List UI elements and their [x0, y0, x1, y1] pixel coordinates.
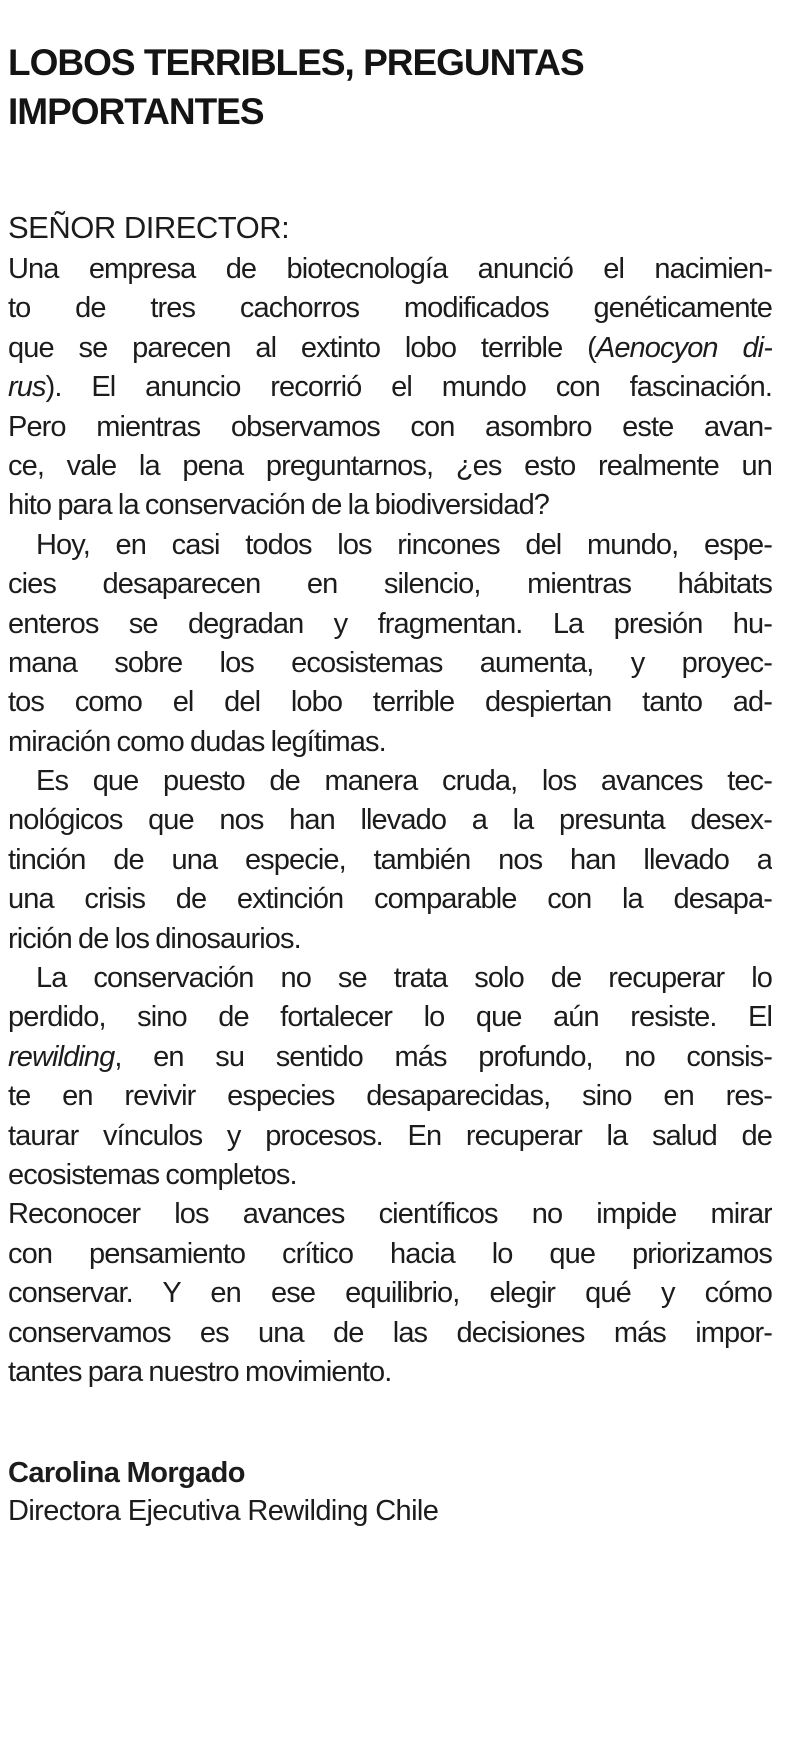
- body-line: ecosistemas completos.: [8, 1158, 297, 1191]
- body-line: cies desaparecen en silencio, mientras hábitats: [8, 568, 772, 601]
- body-line: tos como el del lobo terrible despiertan tanto ad-: [8, 686, 772, 719]
- body-line: Pero mientras observamos con asombro este avan-: [8, 410, 772, 443]
- signer-name: Carolina Morgado: [8, 1457, 245, 1490]
- headline-line: LOBOS TERRIBLES, PREGUNTAS: [8, 42, 584, 83]
- body-line: rewilding, en su sentido más profundo, no consis-: [8, 1040, 772, 1073]
- body-line: Es que puesto de manera cruda, los avances tec-: [36, 765, 772, 798]
- body-line: rición de los dinosaurios.: [8, 922, 301, 955]
- body-line: tinción de una especie, también nos han llevado a: [8, 843, 772, 876]
- body-line: Una empresa de biotecnología anunció el nacimien-: [8, 253, 772, 285]
- body-line: La conservación no se trata solo de recuperar lo: [36, 962, 772, 995]
- headline-line: IMPORTANTES: [8, 91, 264, 132]
- body-line: to de tres cachorros modificados genéticamente: [8, 292, 772, 325]
- body-line: perdido, sino de fortalecer lo que aún resiste. El: [8, 1001, 772, 1034]
- body-line: Reconocer los avances científicos no impide mirar: [8, 1198, 772, 1231]
- body-line: una crisis de extinción comparable con la desapa-: [8, 883, 772, 916]
- body-line: con pensamiento crítico hacia lo que priorizamos: [8, 1237, 772, 1270]
- body-line: rus). El anuncio recorrió el mundo con fascinación.: [8, 371, 772, 404]
- body-line: nológicos que nos han llevado a la presunta desex-: [8, 804, 772, 837]
- body-line: Hoy, en casi todos los rincones del mundo, espe-: [36, 528, 772, 561]
- letter-body: [8, 250, 772, 1392]
- body-line: conservar. Y en ese equilibrio, elegir qué y cómo: [8, 1277, 772, 1310]
- body-line: mana sobre los ecosistemas aumenta, y proyec-: [8, 646, 772, 679]
- body-line: tantes para nuestro movimiento.: [8, 1355, 392, 1388]
- body-line: taurar vínculos y procesos. En recuperar la salud de: [8, 1119, 772, 1152]
- body-line: miración como dudas legítimas.: [8, 725, 386, 758]
- signer-role: Directora Ejecutiva Rewilding Chile: [8, 1495, 439, 1528]
- headline: [8, 38, 772, 136]
- salutation: SEÑOR DIRECTOR:: [8, 210, 290, 245]
- body-line: hito para la conservación de la biodiversidad?: [8, 489, 550, 522]
- body-line: que se parecen al extinto lobo terrible (Aenocyon di-: [8, 331, 772, 364]
- body-line: ce, vale la pena preguntarnos, ¿es esto realmente un: [8, 449, 772, 482]
- body-line: te en revivir especies desaparecidas, sino en res-: [8, 1080, 772, 1113]
- body-line: conservamos es una de las decisiones más impor-: [8, 1316, 772, 1349]
- body-line: enteros se degradan y fragmentan. La presión hu-: [8, 607, 772, 640]
